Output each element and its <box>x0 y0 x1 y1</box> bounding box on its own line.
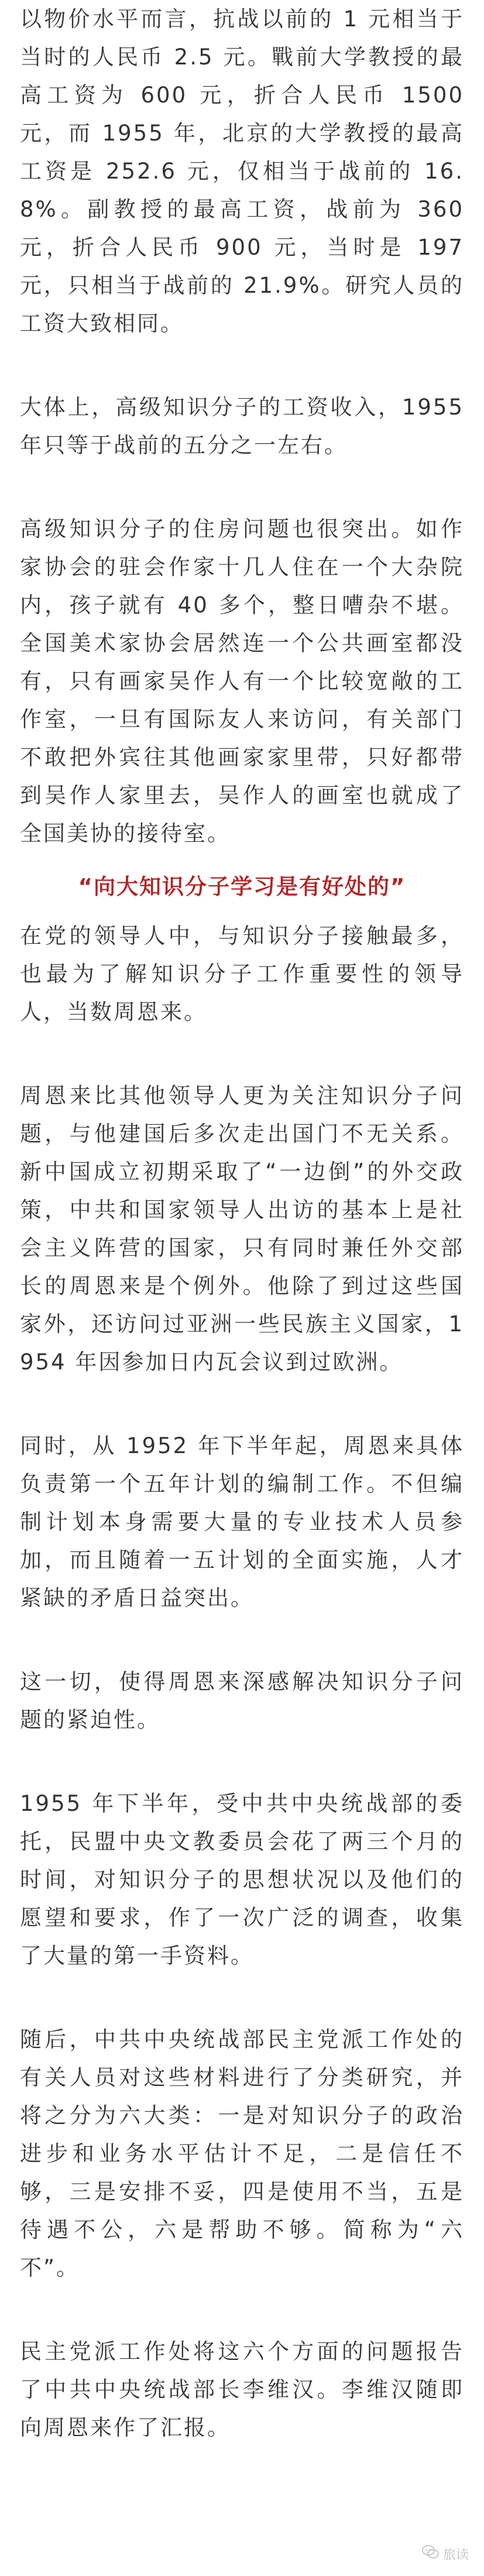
paragraph-7: 这一切，使得周恩来深感解决知识分子问题的紧迫性。 <box>20 1669 464 1732</box>
paragraph-3: 高级知识分子的住房问题也很突出。如作家协会的驻会作家十几人住在一个大杂院内，孩子就有 40 多个，整日嘈杂不堪。全国美术家协会居然连一个公共画室都没有，只有画家吴作人有一个比较宽敞的工作室，一旦有国际友人来访问，有关部门不敢把外宾往其他画家家里带，只好都带到吴作人家里去，吴作人的画室也就成了全国美协的接待室。 <box>20 516 464 846</box>
paragraph-9: 随后，中共中央统战部民主党派工作处的有关人员对这些材料进行了分类研究，并将之分为六大类：一是对知识分子的政治进步和业务水平估计不足，二是信任不够，三是安排不妥，四是使用不当，五是待遇不公，六是帮助不够。简称为“六不”。 <box>20 2027 464 2280</box>
paragraph-10: 民主党派工作处将这六个方面的问题报告了中共中央统战部长李维汉。李维汉随即向周恩来作了汇报。 <box>20 2339 464 2440</box>
section-heading-wrap <box>20 852 464 917</box>
paragraph-5: 周恩来比其他领导人更为关注知识分子问题，与他建国后多次走出国门不无关系。新中国成立初期采取了“一边倒”的外交政策，中共和国家领导人出访的基本上是社会主义阵营的国家，只有同时兼任外交部长的周恩来是个例外。他除了到过这些国家外，还访问过亚洲一些民族主义国家，1954 年因参加日内瓦会议到过欧洲。 <box>20 1083 464 1375</box>
watermark <box>422 2544 469 2563</box>
paragraph-6: 同时，从 1952 年下半年起，周恩来具体负责第一个五年计划的编制工作。不但编制计划本身需要大量的专业技术人员参加，而且随着一五计划的全面实施，人才紧缺的矛盾日益突出。 <box>20 1433 464 1611</box>
watermark-text: 旅读 <box>442 2547 469 2563</box>
paragraph-1: 以物价水平而言，抗战以前的 1 元相当于当时的人民币 2.5 元。戰前大学教授的最高工资为 600 元，折合人民币 1500 元，而 1955 年，北京的大学教授的最高工资是 252.6 元，仅相当于战前的 16.8%。副教授的最高工资，战前为 360 元，折合人民币 900 元，当时是 197 元，只相当于战前的 21.9%。研究人员的工资大致相同。 <box>20 6 464 336</box>
paragraph-8: 1955 年下半年，受中共中央统战部的委托，民盟中央文教委员会花了两三个月的时间，对知识分子的思想状况以及他们的愿望和要求，作了一次广泛的调查，收集了大量的第一手资料。 <box>20 1791 464 1968</box>
paragraph-2: 大体上，高级知识分子的工资收入，1955 年只等于战前的五分之一左右。 <box>20 395 464 458</box>
wechat-icon <box>422 2544 440 2563</box>
section-heading: “向大知识分子学习是有好处的” <box>78 874 406 899</box>
paragraph-4: 在党的领导人中，与知识分子接触最多，也最为了解知识分子工作重要性的领导人，当数周恩来。 <box>20 923 464 1025</box>
